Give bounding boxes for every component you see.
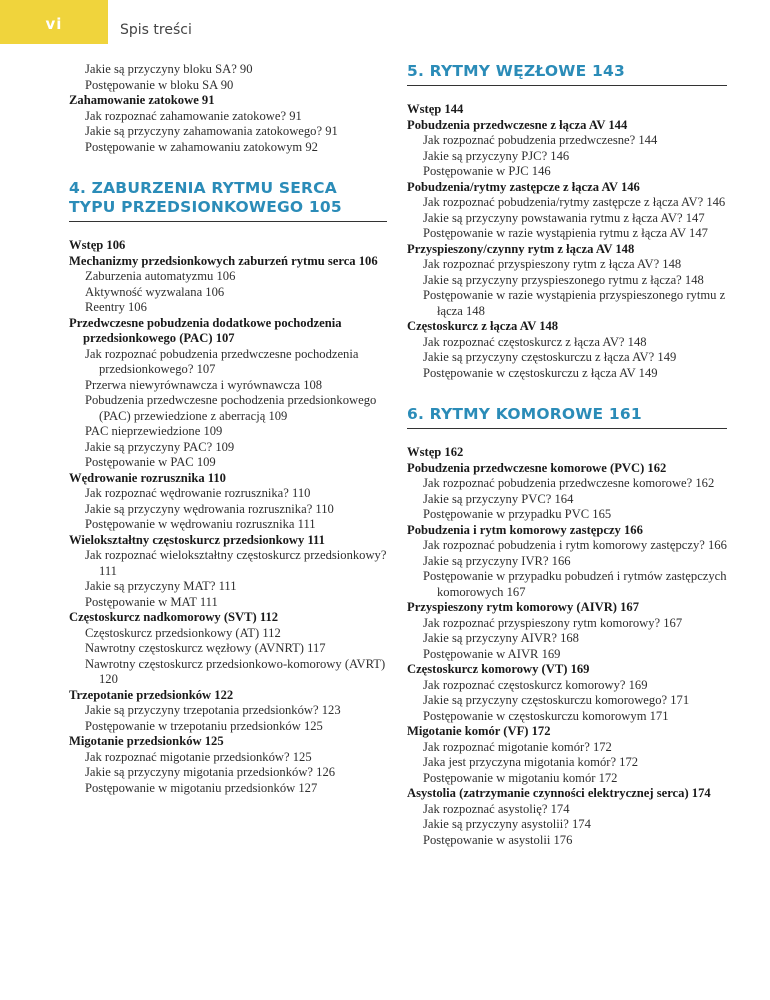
toc-subsection-entry: Pobudzenia przedwczesne pochodzenia przedsionkowego (PAC) przewiedzione z aberracją 109 [85,393,377,423]
toc-subsection-entry: Przerwa niewyrównawcza i wyrównawcza 108 [85,377,323,392]
chapter-heading: 4. ZABURZENIA RYTMU SERCA TYPU PRZEDSIONKOWEGO 105 [69,179,387,222]
toc-section-entry: Wędrowanie rozrusznika 110 [69,470,226,485]
toc-subsection-entry: Częstoskurcz przedsionkowy (AT) 112 [85,625,281,640]
toc-subsection-entry: Postępowanie w zahamowaniu zatokowym 92 [85,139,318,154]
toc-subsection-entry: Jak rozpoznać wędrowanie rozrusznika? 110 [85,486,311,500]
toc-subsection-entry: Jak rozpoznać pobudzenia przedwczesne? 144 [423,133,658,147]
toc-subsection-entry: Jaka jest przyczyna migotania komór? 172 [423,755,639,769]
toc-section-entry: Zahamowanie zatokowe 91 [69,93,215,107]
toc-section-entry: Trzepotanie przedsionków 122 [69,687,234,702]
toc-subsection-entry: Postępowanie w PAC 109 [85,455,216,469]
page-number: vi [0,0,108,44]
toc-subsection-entry: Jak rozpoznać pobudzenia przedwczesne komorowe? 162 [423,476,715,490]
toc-subsection-entry: Postępowanie w bloku SA 90 [85,77,234,92]
chapter-heading: 5. RYTMY WĘZŁOWE 143 [407,62,727,86]
toc-subsection-entry: Jakie są przyczyny przyspieszonego rytmu z łącza? 148 [423,272,704,287]
toc-section-entry: Asystolia (zatrzymanie czynności elektrycznej serca) 174 [407,786,711,800]
toc-subsection-entry: Jakie są przyczyny trzepotania przedsionków? 123 [85,703,341,717]
toc-subsection-entry: PAC nieprzewiedzione 109 [85,424,223,438]
toc-subsection-entry: Jak rozpoznać pobudzenia i rytm komorowy zastępczy? 166 [423,538,727,552]
toc-subsection-entry: Jakie są przyczyny bloku SA? 90 [85,62,253,76]
page-header [0,0,770,44]
chapter-heading: 6. RYTMY KOMOROWE 161 [407,405,727,429]
toc-subsection-entry: Jakie są przyczyny PJC? 146 [423,148,570,163]
toc-subsection-entry: Postępowanie w PJC 146 [423,164,551,178]
toc-subsection-entry: Jakie są przyczyny powstawania rytmu z łącza AV? 147 [423,210,705,225]
toc-subsection-entry: Postępowanie w częstoskurczu komorowym 171 [423,708,669,723]
toc-section-entry: Wstęp 106 [69,238,126,252]
toc-right-column [407,62,727,848]
toc-subsection-entry: Postępowanie w wędrowaniu rozrusznika 111 [85,517,316,531]
toc-subsection-entry: Postępowanie w częstoskurczu z łącza AV 149 [423,365,658,380]
toc-subsection-entry: Jakie są przyczyny IVR? 166 [423,553,571,568]
toc-section-entry: Migotanie komór (VF) 172 [407,724,551,738]
toc-section-entry: Pobudzenia i rytm komorowy zastępczy 166 [407,522,643,537]
toc-section-entry: Pobudzenia/rytmy zastępcze z łącza AV 146 [407,179,640,194]
toc-subsection-entry: Postępowanie w migotaniu przedsionków 127 [85,780,318,795]
toc-subsection-entry: Postępowanie w przypadku pobudzeń i rytmów zastępczych komorowych 167 [423,569,727,599]
running-title: Spis treści [120,22,192,38]
toc-section-entry: Przyspieszony/czynny rytm z łącza AV 148 [407,241,635,256]
toc-subsection-entry: Aktywność wyzwalana 106 [85,284,225,299]
toc-subsection-entry: Jak rozpoznać wielokształtny częstoskurcz przedsionkowy? 111 [85,548,387,578]
toc-subsection-entry: Jak rozpoznać migotanie komór? 172 [423,739,612,754]
toc-section-entry: Przedwczesne pobudzenia dodatkowe pochodzenia przedsionkowego (PAC) 107 [69,315,342,345]
toc-subsection-entry: Postępowanie w trzepotaniu przedsionków 125 [85,718,323,733]
toc-subsection-entry: Postępowanie w MAT 111 [85,594,218,609]
toc-subsection-entry: Reentry 106 [85,300,147,314]
toc-subsection-entry: Jak rozpoznać zahamowanie zatokowe? 91 [85,108,302,123]
toc-section-entry: Częstoskurcz z łącza AV 148 [407,319,559,333]
toc-subsection-entry: Postępowanie w razie wystąpienia przyspieszonego rytmu z łącza 148 [423,288,726,318]
toc-section-entry: Częstoskurcz komorowy (VT) 169 [407,662,590,676]
toc-section-entry: Częstoskurcz nadkomorowy (SVT) 112 [69,610,279,624]
toc-subsection-entry: Jakie są przyczyny migotania przedsionków? 126 [85,765,336,779]
toc-subsection-entry: Jakie są przyczyny PVC? 164 [423,491,574,506]
toc-subsection-entry: Jak rozpoznać przyspieszony rytm komorowy? 167 [423,615,683,630]
toc-subsection-entry: Postępowanie w AIVR 169 [423,646,561,661]
toc-subsection-entry: Jak rozpoznać asystolię? 174 [423,801,570,816]
toc-subsection-entry: Jak rozpoznać częstoskurcz z łącza AV? 148 [423,334,647,349]
toc-left-column [69,62,387,796]
toc-subsection-entry: Jakie są przyczyny częstoskurczu komorowego? 171 [423,693,690,707]
toc-subsection-entry: Postępowanie w razie wystąpienia rytmu z łącza AV 147 [423,226,708,240]
toc-section-entry: Wielokształtny częstoskurcz przedsionkowy 111 [69,532,325,547]
toc-subsection-entry: Nawrotny częstoskurcz przedsionkowo-komorowy (AVRT) 120 [85,656,386,686]
toc-section-entry: Wstęp 144 [407,102,464,116]
toc-section-entry: Mechanizmy przedsionkowych zaburzeń rytmu serca 106 [69,253,378,268]
toc-section-entry: Pobudzenia przedwczesne z łącza AV 144 [407,117,628,132]
toc-subsection-entry: Jak rozpoznać pobudzenia/rytmy zastępcze z łącza AV? 146 [423,195,726,209]
toc-subsection-entry: Jak rozpoznać migotanie przedsionków? 125 [85,749,312,764]
toc-section-entry: Przyspieszony rytm komorowy (AIVR) 167 [407,600,640,614]
toc-subsection-entry: Postępowanie w migotaniu komór 172 [423,770,618,785]
toc-subsection-entry: Jakie są przyczyny MAT? 111 [85,579,237,593]
toc-subsection-entry: Jakie są przyczyny zahamowania zatokowego? 91 [85,124,338,138]
toc-section-entry: Migotanie przedsionków 125 [69,734,224,748]
toc-subsection-entry: Jak rozpoznać przyspieszony rytm z łącza AV? 148 [423,257,682,271]
toc-subsection-entry: Jak rozpoznać pobudzenia przedwczesne pochodzenia przedsionkowego? 107 [85,346,359,376]
toc-subsection-entry: Jakie są przyczyny wędrowania rozrusznika? 110 [85,501,334,516]
toc-subsection-entry: Jakie są przyczyny AIVR? 168 [423,631,579,645]
toc-subsection-entry: Nawrotny częstoskurcz węzłowy (AVNRT) 117 [85,641,326,655]
toc-section-entry: Pobudzenia przedwczesne komorowe (PVC) 162 [407,460,667,475]
toc-subsection-entry: Postępowanie w asystolii 176 [423,832,573,847]
toc-subsection-entry: Jakie są przyczyny częstoskurczu z łącza AV? 149 [423,350,677,364]
toc-subsection-entry: Zaburzenia automatyzmu 106 [85,269,236,283]
toc-subsection-entry: Jakie są przyczyny PAC? 109 [85,439,235,454]
toc-subsection-entry: Jak rozpoznać częstoskurcz komorowy? 169 [423,677,648,692]
toc-section-entry: Wstęp 162 [407,445,464,459]
toc-subsection-entry: Jakie są przyczyny asystolii? 174 [423,817,591,831]
toc-subsection-entry: Postępowanie w przypadku PVC 165 [423,507,612,521]
